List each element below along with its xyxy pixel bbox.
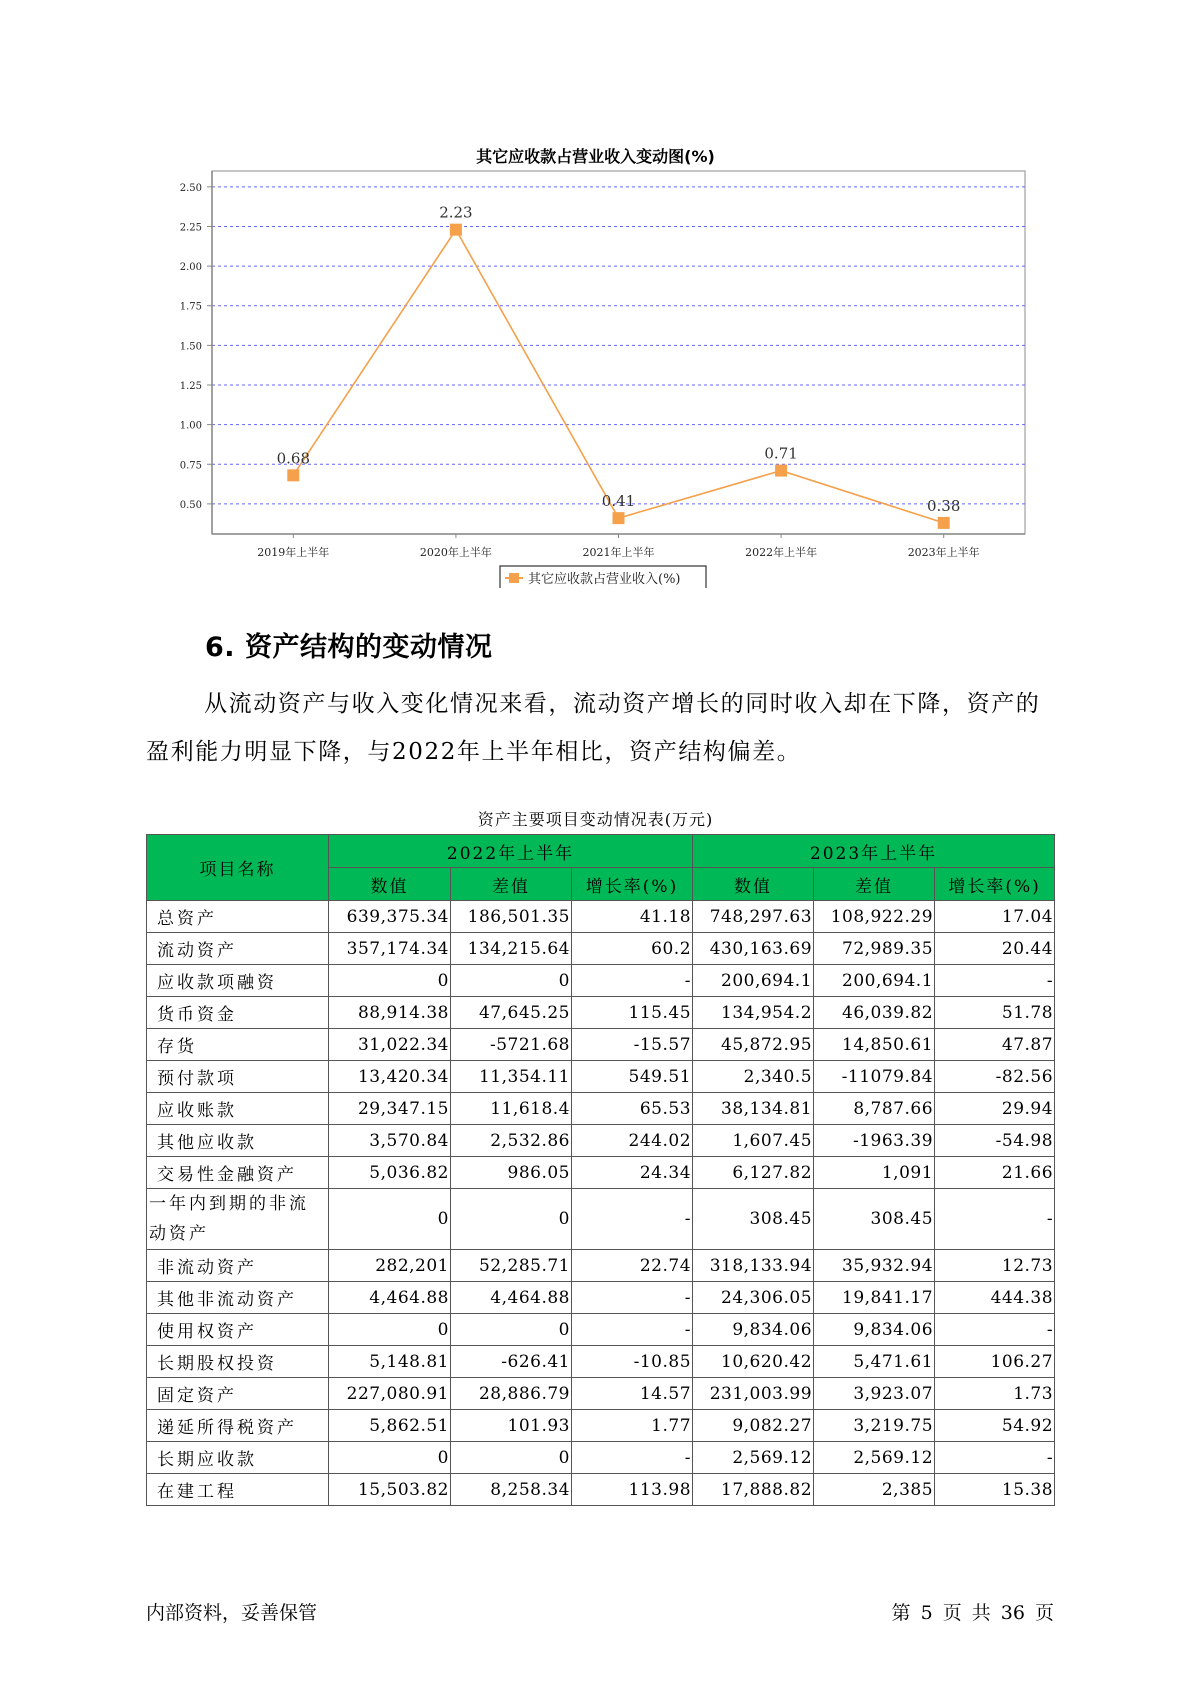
y-tick-label: 0.75 [179, 460, 202, 472]
table-row [147, 1346, 1055, 1378]
cell-diff-2022: 0 [451, 1189, 572, 1250]
table-row [147, 901, 1055, 933]
row-item-name: 货币资金 [147, 997, 329, 1029]
header-growth-2023: 增长率(%) [935, 868, 1055, 901]
cell-value-2023: 308.45 [693, 1189, 814, 1250]
cell-growth-2022: 22.74 [572, 1250, 693, 1282]
cell-growth-2022: 24.34 [572, 1157, 693, 1189]
cell-diff-2022: 134,215.64 [451, 933, 572, 965]
legend-label: 其它应收款占营业收入(%) [528, 572, 681, 587]
cell-value-2023: 9,834.06 [693, 1314, 814, 1346]
row-item-name: 长期应收款 [147, 1442, 329, 1474]
cell-growth-2023: 51.78 [935, 997, 1055, 1029]
header-diff-2023: 差值 [814, 868, 935, 901]
cell-value-2023: 6,127.82 [693, 1157, 814, 1189]
table-row [147, 1282, 1055, 1314]
cell-diff-2022: 8,258.34 [451, 1474, 572, 1506]
cell-growth-2023: 1.73 [935, 1378, 1055, 1410]
cell-growth-2022: - [572, 1282, 693, 1314]
cell-value-2023: 748,297.63 [693, 901, 814, 933]
cell-diff-2023: 19,841.17 [814, 1282, 935, 1314]
table-row [147, 933, 1055, 965]
cell-value-2022: 4,464.88 [329, 1282, 451, 1314]
data-label: 2.23 [439, 203, 473, 222]
cell-diff-2023: 108,922.29 [814, 901, 935, 933]
cell-value-2023: 134,954.2 [693, 997, 814, 1029]
row-item-name: 一年内到期的非流动资产 [147, 1189, 329, 1250]
table-row [147, 1474, 1055, 1506]
cell-diff-2022: 186,501.35 [451, 901, 572, 933]
y-tick-label: 2.50 [179, 182, 202, 194]
cell-value-2022: 13,420.34 [329, 1061, 451, 1093]
cell-value-2023: 1,607.45 [693, 1125, 814, 1157]
cell-growth-2022: 1.77 [572, 1410, 693, 1442]
cell-diff-2022: 11,354.11 [451, 1061, 572, 1093]
cell-value-2022: 227,080.91 [329, 1378, 451, 1410]
cell-value-2022: 5,862.51 [329, 1410, 451, 1442]
row-item-name: 非流动资产 [147, 1250, 329, 1282]
row-item-name: 其他非流动资产 [147, 1282, 329, 1314]
cell-growth-2022: -15.57 [572, 1029, 693, 1061]
cell-growth-2023: 12.73 [935, 1250, 1055, 1282]
table-row [147, 1410, 1055, 1442]
row-item-name: 在建工程 [147, 1474, 329, 1506]
cell-growth-2022: 60.2 [572, 933, 693, 965]
cell-diff-2022: 47,645.25 [451, 997, 572, 1029]
row-item-name: 预付款项 [147, 1061, 329, 1093]
assets-table [146, 834, 1055, 1506]
cell-growth-2023: - [935, 1442, 1055, 1474]
cell-diff-2022: 28,886.79 [451, 1378, 572, 1410]
footer-confidential-note: 内部资料，妥善保管 [146, 1602, 318, 1624]
cell-diff-2023: 3,219.75 [814, 1410, 935, 1442]
cell-growth-2023: -82.56 [935, 1061, 1055, 1093]
cell-growth-2022: 244.02 [572, 1125, 693, 1157]
cell-value-2022: 5,036.82 [329, 1157, 451, 1189]
cell-diff-2022: 0 [451, 1314, 572, 1346]
cell-growth-2023: 17.04 [935, 901, 1055, 933]
cell-value-2023: 17,888.82 [693, 1474, 814, 1506]
header-diff-2022: 差值 [451, 868, 572, 901]
x-tick-label: 2020年上半年 [419, 546, 492, 559]
y-tick-label: 1.25 [179, 380, 202, 392]
cell-value-2022: 0 [329, 1189, 451, 1250]
cell-growth-2023: 54.92 [935, 1410, 1055, 1442]
cell-growth-2022: 41.18 [572, 901, 693, 933]
cell-diff-2023: 1,091 [814, 1157, 935, 1189]
row-item-name: 应收账款 [147, 1093, 329, 1125]
cell-diff-2022: -5721.68 [451, 1029, 572, 1061]
cell-value-2022: 0 [329, 1314, 451, 1346]
table-row [147, 1189, 1055, 1250]
cell-diff-2023: 2,569.12 [814, 1442, 935, 1474]
chart-title: 其它应收款占营业收入变动图(%) [476, 147, 715, 166]
cell-diff-2023: 5,471.61 [814, 1346, 935, 1378]
cell-value-2022: 3,570.84 [329, 1125, 451, 1157]
cell-diff-2022: 2,532.86 [451, 1125, 572, 1157]
cell-value-2022: 639,375.34 [329, 901, 451, 933]
cell-diff-2022: 4,464.88 [451, 1282, 572, 1314]
legend-marker-icon [509, 573, 519, 583]
cell-value-2022: 357,174.34 [329, 933, 451, 965]
cell-diff-2023: 200,694.1 [814, 965, 935, 997]
header-group-2023: 2023年上半年 [693, 835, 1055, 868]
data-point-marker [613, 512, 625, 524]
cell-value-2022: 29,347.15 [329, 1093, 451, 1125]
table-row [147, 1378, 1055, 1410]
cell-diff-2022: 986.05 [451, 1157, 572, 1189]
row-item-name: 存货 [147, 1029, 329, 1061]
row-item-name: 固定资产 [147, 1378, 329, 1410]
cell-value-2023: 2,569.12 [693, 1442, 814, 1474]
header-value-2022: 数值 [329, 868, 451, 901]
x-tick-label: 2022年上半年 [745, 546, 818, 559]
table-row [147, 1250, 1055, 1282]
table-row [147, 1061, 1055, 1093]
table-row [147, 1125, 1055, 1157]
cell-diff-2023: 308.45 [814, 1189, 935, 1250]
row-item-name: 其他应收款 [147, 1125, 329, 1157]
table-row [147, 1442, 1055, 1474]
plot-frame [212, 171, 1025, 534]
cell-growth-2022: 14.57 [572, 1378, 693, 1410]
cell-growth-2023: 47.87 [935, 1029, 1055, 1061]
cell-value-2023: 231,003.99 [693, 1378, 814, 1410]
cell-value-2022: 88,914.38 [329, 997, 451, 1029]
row-item-name: 总资产 [147, 901, 329, 933]
y-tick-label: 2.25 [179, 222, 202, 234]
cell-value-2022: 15,503.82 [329, 1474, 451, 1506]
cell-growth-2023: 444.38 [935, 1282, 1055, 1314]
cell-diff-2023: 46,039.82 [814, 997, 935, 1029]
cell-diff-2022: 0 [451, 1442, 572, 1474]
data-point-marker [938, 517, 950, 529]
y-tick-label: 1.00 [179, 420, 202, 432]
cell-diff-2023: -11079.84 [814, 1061, 935, 1093]
row-item-name: 长期股权投资 [147, 1346, 329, 1378]
table-row [147, 1314, 1055, 1346]
body-paragraph: 从流动资产与收入变化情况来看，流动资产增长的同时收入却在下降，资产的盈利能力明显下降，与2022年上半年相比，资产结构偏差。 [146, 691, 1041, 765]
cell-growth-2022: - [572, 965, 693, 997]
row-item-name: 交易性金融资产 [147, 1157, 329, 1189]
cell-value-2022: 282,201 [329, 1250, 451, 1282]
table-row [147, 1093, 1055, 1125]
cell-value-2023: 2,340.5 [693, 1061, 814, 1093]
cell-growth-2022: 115.45 [572, 997, 693, 1029]
cell-growth-2022: 65.53 [572, 1093, 693, 1125]
data-label: 0.68 [276, 449, 311, 468]
row-item-name: 递延所得税资产 [147, 1410, 329, 1442]
cell-value-2022: 5,148.81 [329, 1346, 451, 1378]
cell-growth-2022: - [572, 1189, 693, 1250]
cell-growth-2023: -54.98 [935, 1125, 1055, 1157]
cell-diff-2023: 14,850.61 [814, 1029, 935, 1061]
header-item-name: 项目名称 [147, 835, 329, 901]
cell-growth-2023: 21.66 [935, 1157, 1055, 1189]
cell-growth-2022: -10.85 [572, 1346, 693, 1378]
cell-diff-2022: -626.41 [451, 1346, 572, 1378]
y-tick-label: 2.00 [179, 262, 202, 274]
cell-diff-2022: 11,618.4 [451, 1093, 572, 1125]
y-tick-label: 1.75 [179, 301, 202, 313]
cell-growth-2023: - [935, 1314, 1055, 1346]
cell-growth-2023: - [935, 965, 1055, 997]
y-tick-label: 0.50 [179, 499, 202, 511]
cell-value-2023: 318,133.94 [693, 1250, 814, 1282]
page-number: 第 5 页 共 36 页 [891, 1602, 1054, 1624]
header-group-2022: 2022年上半年 [329, 835, 693, 868]
table-row [147, 965, 1055, 997]
cell-diff-2023: -1963.39 [814, 1125, 935, 1157]
cell-growth-2022: - [572, 1442, 693, 1474]
header-value-2023: 数值 [693, 868, 814, 901]
data-point-marker [287, 469, 299, 481]
cell-value-2023: 24,306.05 [693, 1282, 814, 1314]
cell-value-2023: 200,694.1 [693, 965, 814, 997]
cell-growth-2023: 29.94 [935, 1093, 1055, 1125]
cell-growth-2023: 106.27 [935, 1346, 1055, 1378]
cell-diff-2023: 72,989.35 [814, 933, 935, 965]
data-label: 0.38 [926, 496, 961, 515]
x-tick-label: 2023年上半年 [907, 546, 980, 559]
data-label: 0.41 [601, 492, 636, 511]
x-tick-label: 2019年上半年 [257, 546, 330, 559]
cell-growth-2023: - [935, 1189, 1055, 1250]
cell-value-2023: 45,872.95 [693, 1029, 814, 1061]
table-row [147, 997, 1055, 1029]
section-heading: 6. 资产结构的变动情况 [205, 632, 493, 663]
row-item-name: 应收款项融资 [147, 965, 329, 997]
cell-diff-2022: 0 [451, 965, 572, 997]
x-tick-label: 2021年上半年 [582, 546, 655, 559]
cell-diff-2023: 3,923.07 [814, 1378, 935, 1410]
y-tick-label: 1.50 [179, 341, 202, 353]
cell-diff-2022: 101.93 [451, 1410, 572, 1442]
cell-growth-2023: 15.38 [935, 1474, 1055, 1506]
data-label: 0.71 [764, 444, 798, 463]
line-chart [150, 168, 1030, 588]
cell-value-2022: 31,022.34 [329, 1029, 451, 1061]
cell-growth-2022: 113.98 [572, 1474, 693, 1506]
table-row [147, 1157, 1055, 1189]
table-row [147, 1029, 1055, 1061]
row-item-name: 使用权资产 [147, 1314, 329, 1346]
table-caption: 资产主要项目变动情况表(万元) [477, 810, 714, 829]
header-growth-2022: 增长率(%) [572, 868, 693, 901]
cell-value-2023: 9,082.27 [693, 1410, 814, 1442]
cell-growth-2023: 20.44 [935, 933, 1055, 965]
cell-diff-2023: 8,787.66 [814, 1093, 935, 1125]
cell-diff-2023: 35,932.94 [814, 1250, 935, 1282]
cell-value-2023: 430,163.69 [693, 933, 814, 965]
cell-growth-2022: 549.51 [572, 1061, 693, 1093]
cell-value-2022: 0 [329, 965, 451, 997]
data-point-marker [775, 465, 787, 477]
cell-value-2023: 10,620.42 [693, 1346, 814, 1378]
cell-diff-2022: 52,285.71 [451, 1250, 572, 1282]
row-item-name: 流动资产 [147, 933, 329, 965]
cell-diff-2023: 9,834.06 [814, 1314, 935, 1346]
cell-value-2022: 0 [329, 1442, 451, 1474]
cell-diff-2023: 2,385 [814, 1474, 935, 1506]
data-point-marker [450, 224, 462, 236]
cell-growth-2022: - [572, 1314, 693, 1346]
cell-value-2023: 38,134.81 [693, 1093, 814, 1125]
